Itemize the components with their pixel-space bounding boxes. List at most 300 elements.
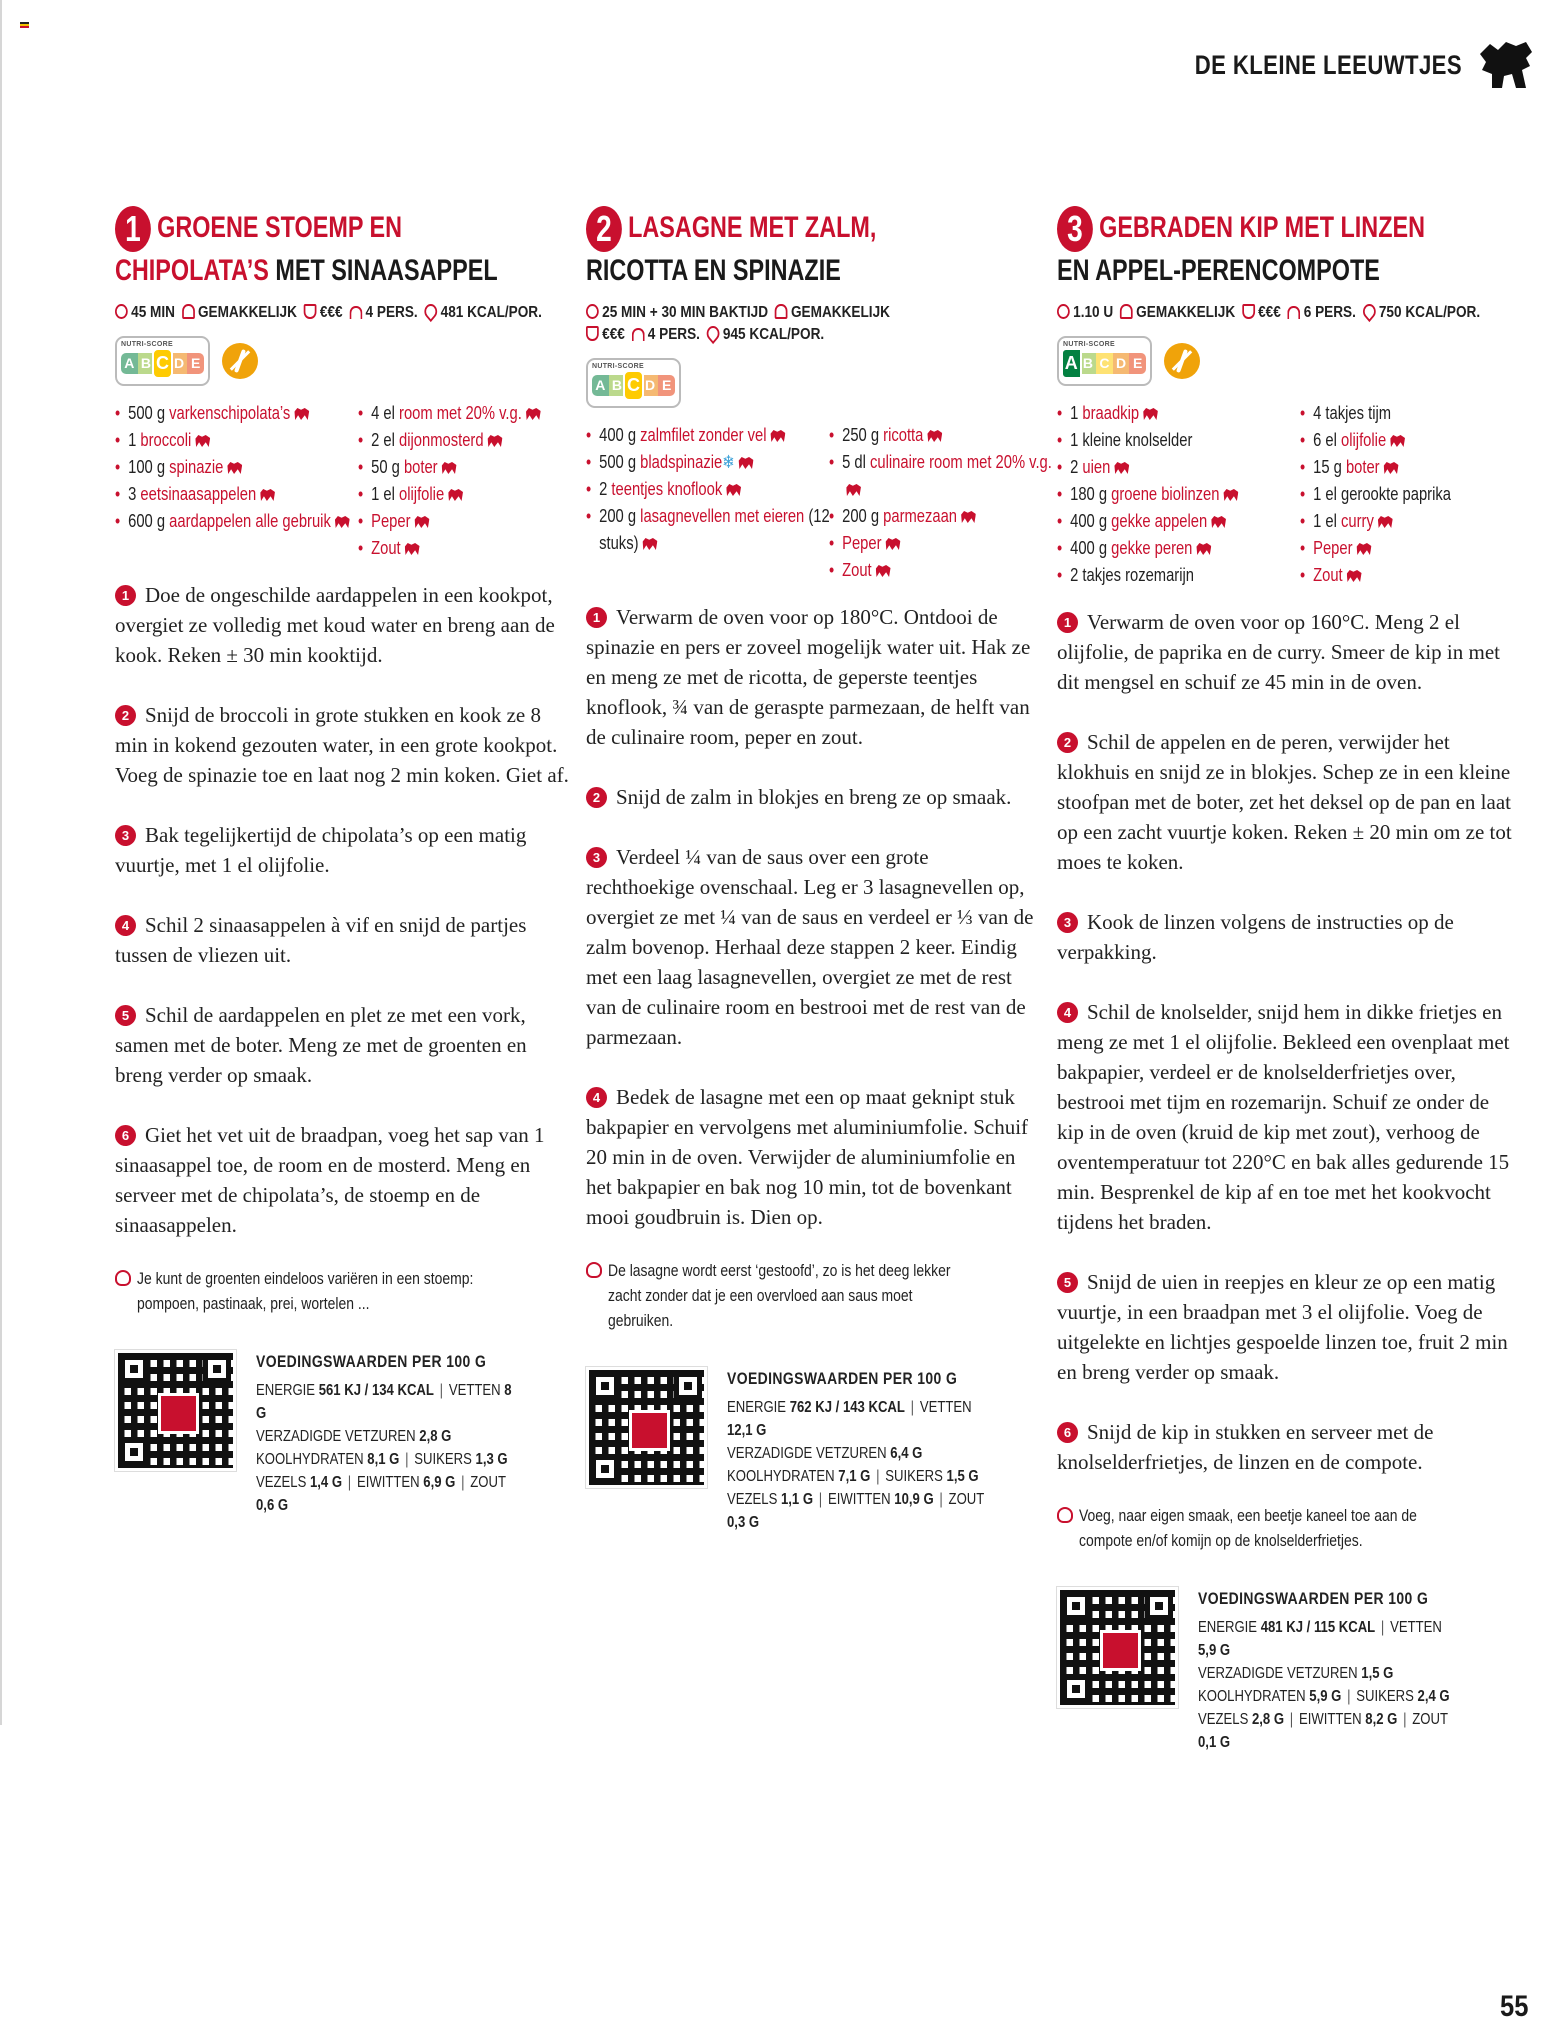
nutrition-energie: 762 KJ / 143 KCAL (789, 1399, 905, 1416)
ingredient-item: • 2 teentjes knoflook (586, 476, 843, 503)
lion-icon (726, 484, 741, 496)
tip-text: Voeg, naar eigen smaak, een beetje kaneel toe aan de compote en/of komijn op de knolselderfrietjes. (1079, 1506, 1417, 1550)
product-name: Peper (842, 533, 882, 553)
recipe-step: 4 Schil 2 sinaasappelen à vif en snijd de partjes tussen de vliezen uit. (115, 913, 527, 967)
qr-corner (203, 1355, 231, 1383)
lion-icon (739, 457, 754, 469)
lion-icon (227, 462, 242, 474)
nutri-score-badge (586, 358, 681, 408)
step-number-badge: 6 (1057, 1422, 1078, 1443)
ingredient-item (1300, 562, 1525, 589)
lion-icon (449, 489, 464, 501)
nutri-letter-d: D (642, 375, 659, 396)
ingredient-list-right (829, 422, 1053, 584)
qr-corner (1062, 1675, 1090, 1703)
lion-icon (1384, 462, 1399, 474)
ingredient-item: • 1 el curry (1300, 508, 1525, 535)
ingredient-list-right (1300, 400, 1512, 589)
meta-item: 6 PERS. (1303, 304, 1356, 321)
ingredient-item: • 1 el olijfolie (358, 481, 583, 508)
recipe-step: 1 Verwarm de oven voor op 160°C. Meng 2 el olijfolie, de paprika en de curry. Smeer de kip in met dit mengsel en schuif ze 45 min in de oven. (1057, 610, 1500, 694)
nutrition-suikers: 1,3 G (475, 1451, 508, 1468)
lion-icon (335, 516, 350, 528)
step-number-badge: 3 (115, 825, 136, 846)
step-number-badge: 2 (1057, 732, 1078, 753)
nutri-score-label: NUTRI-SCORE (121, 341, 173, 348)
nutrition-vezels: 1,1 G (780, 1491, 814, 1508)
ingredient-item (829, 557, 1054, 584)
lightbulb-icon (115, 1270, 131, 1286)
lion-icon (1211, 516, 1226, 528)
product-name: aardappelen alle gebruik (169, 511, 331, 531)
ingredient-item: • 200 g lasagnevellen met eieren (12 stuks) (586, 503, 843, 557)
step-number-badge: 4 (1057, 1002, 1078, 1023)
ingredient-item (1300, 535, 1525, 562)
ingredient-item: • 5 dl culinaire room met 20% v.g. (829, 449, 1054, 503)
ingredients (1057, 400, 1512, 589)
qr-corner (591, 1372, 619, 1400)
ingredient-item: • 600 g aardappelen alle gebruik (115, 508, 372, 535)
product-name: curry (1341, 511, 1375, 531)
nutrition-energie: 481 KJ / 115 KCAL (1260, 1619, 1376, 1636)
product-name: varkenschipolata’s (169, 403, 291, 423)
ingredient-item: • 2 el dijonmosterd (358, 427, 583, 454)
ingredient-item: • 250 g ricotta (829, 422, 1054, 449)
qr-logo (629, 1410, 670, 1451)
step-number-badge: 4 (586, 1087, 607, 1108)
ingredient-item (358, 508, 583, 535)
product-name: parmezaan (883, 506, 958, 526)
scores-row (586, 358, 1041, 408)
lion-icon (876, 565, 891, 577)
nutrition-verzadigde: 2,8 G (419, 1428, 452, 1445)
product-name: olijfolie (399, 484, 445, 504)
ingredient-list-right (358, 400, 570, 562)
nutri-letter-b: B (609, 375, 626, 396)
ingredient-item: • 180 g groene biolinzen (1057, 481, 1314, 508)
nutrition-vetten: 8 G (256, 1382, 512, 1422)
recipe-title-red-1: GROENE STOEMP EN (157, 211, 403, 244)
brand-header (1136, 40, 1534, 90)
ingredient-item: • 4 el room met 20% v.g. (358, 400, 583, 427)
tip-text: Je kunt de groenten eindeloos variëren in een stoemp: pompoen, pastinaak, prei, wortelen ... (137, 1269, 474, 1313)
recipe-step: 3 Bak tegelijkertijd de chipolata’s op een matig vuurtje, met 1 el olijfolie. (115, 823, 527, 877)
nutri-letter-a: A (592, 375, 609, 396)
product-name: Zout (842, 560, 873, 580)
nutrition-text (727, 1367, 984, 1534)
lion-icon (1378, 516, 1393, 528)
product-name: teentjes knoflook (611, 479, 723, 499)
nutrition-line: VERZADIGDE VETZUREN 2,8 G (256, 1428, 452, 1445)
ingredient-item: • 3 eetsinaasappelen (115, 481, 372, 508)
recipe-title-red: GEBRADEN KIP MET LINZEN (1099, 211, 1426, 244)
recipe-title-black: RICOTTA EN SPINAZIE (586, 254, 841, 287)
nutri-score-label: NUTRI-SCORE (592, 363, 644, 370)
steps (586, 602, 1041, 1232)
nutrition-line: KOOLHYDRATEN 8,1 G | SUIKERS 1,3 G (256, 1451, 508, 1468)
recipe-column-3 (1057, 206, 1512, 1754)
calories-flame-icon (1360, 301, 1378, 322)
step-number-badge: 3 (1057, 912, 1078, 933)
nutrition-koolhydraten: 5,9 G (1309, 1688, 1342, 1705)
meta-item: €€€ (602, 326, 625, 343)
nutrition-zout: 0,3 G (727, 1514, 760, 1531)
recipe-title (586, 206, 1046, 290)
nutrition-line: KOOLHYDRATEN 5,9 G | SUIKERS 2,4 G (1198, 1688, 1450, 1705)
product-name: groene biolinzen (1111, 484, 1220, 504)
product-name: zalmfilet zonder vel (640, 425, 767, 445)
nutrition-verzadigde: 1,5 G (1361, 1665, 1394, 1682)
nutri-letter-d: D (171, 353, 188, 374)
ingredients (586, 422, 1053, 584)
persons-icon (1288, 306, 1301, 319)
clock-icon (115, 304, 128, 319)
nutrition-zout: 0,1 G (1198, 1734, 1231, 1751)
product-name: lasagnevellen met eieren (640, 506, 805, 526)
product-name: spinazie (169, 457, 224, 477)
lion-icon (1114, 462, 1129, 474)
meta-item: 945 KCAL/POR. (722, 326, 825, 343)
qr-corner (1145, 1592, 1173, 1620)
nutrition-eiwitten: 8,2 G (1365, 1711, 1398, 1728)
product-name: dijonmosterd (399, 430, 484, 450)
ingredient-item: • 200 g parmezaan (829, 503, 1054, 530)
nutrition-line: VERZADIGDE VETZUREN 1,5 G (1198, 1665, 1394, 1682)
nutrition-title: VOEDINGSWAARDEN PER 100 G (727, 1369, 958, 1388)
meta-item: GEMAKKELIJK (790, 304, 890, 321)
product-name: olijfolie (1341, 430, 1387, 450)
recipe-step: 3 Kook de linzen volgens de instructies op de verpakking. (1057, 910, 1454, 964)
product-name: boter (1346, 457, 1380, 477)
lion-icon (643, 538, 658, 550)
ingredient-item: • 50 g boter (358, 454, 583, 481)
lion-icon (1391, 435, 1406, 447)
meta-item: 1.10 U (1073, 304, 1114, 321)
nutri-letter-c: C (1096, 353, 1113, 374)
separator: | (1347, 1688, 1351, 1705)
nutrition-suikers: 1,5 G (946, 1468, 979, 1485)
tip (586, 1258, 1041, 1333)
nutri-score-badge (1057, 336, 1152, 386)
nutrition-suikers: 2,4 G (1417, 1688, 1450, 1705)
product-name: eetsinaasappelen (140, 484, 257, 504)
scores-row (1057, 336, 1512, 386)
lion-icon (847, 484, 862, 496)
recipe-step: 4 Schil de knolselder, snijd hem in dikke frietjes en meng ze met 1 el olijfolie. Bekleed een ovenplaat met bakpapier, verdeel er de knolselderfrietjes over, bestrooi met tijm en rozemarijn. Schuif ze onder de kip in de oven (kruid de kip met zout), verhoog de oventemperatuur tot 220°C en bak alles gedurende 15 min. Besprenkel de kip af en toe met het kookvocht tijdens het braden. (1057, 1000, 1510, 1234)
lion-icon (1357, 543, 1372, 555)
recipe-step: 6 Giet het vet uit de braadpan, voeg het sap van 1 sinaasappel toe, de room en de mosterd. Meng en serveer met de chipolata’s, de stoemp en de sinaasappelen. (115, 1123, 545, 1237)
meta-item: €€€ (1258, 304, 1281, 321)
separator: | (1380, 1619, 1385, 1636)
qr-corner (674, 1372, 702, 1400)
ingredient-list-left (115, 400, 358, 562)
chef-hat-icon (1120, 304, 1133, 319)
recipe-step: 2 Snijd de broccoli in grote stukken en kook ze 8 min in kokend gezouten water, in een grote kookpot. Voeg de spinazie toe en laat nog 2 min koken. Giet af. (115, 703, 569, 787)
lion-icon (488, 435, 503, 447)
lion-icon (1224, 489, 1239, 501)
scores-row (115, 336, 570, 386)
recipe-title (1057, 206, 1517, 290)
ingredient-item: • 400 g gekke peren (1057, 535, 1314, 562)
nutrition-vezels: 1,4 G (309, 1474, 343, 1491)
recipe-step: 1 Verwarm de oven voor op 180°C. Ontdooi de spinazie en pers er zoveel mogelijk water uit. Hak ze en meng ze met de ricotta, de geperste teentjes knoflook, ¾ van de geraspte parmezaan, de helft van de culinaire room, peper en zout. (586, 605, 1031, 749)
nutrition-vezels: 2,8 G (1251, 1711, 1285, 1728)
nutrition-line: ENERGIE 561 KJ / 134 KCAL | VETTEN 8 G (256, 1382, 512, 1422)
meta-item: 45 MIN (131, 304, 175, 321)
qr-corner (120, 1355, 148, 1383)
meta-item: GEMAKKELIJK (1136, 304, 1236, 321)
step-number-badge: 2 (115, 705, 136, 726)
nutri-score-label: NUTRI-SCORE (1063, 341, 1115, 348)
meta-item: 481 KCAL/POR. (440, 304, 542, 321)
nutri-score-letters (592, 373, 675, 398)
separator: | (405, 1451, 409, 1468)
gluten-free-icon (222, 343, 258, 379)
nutri-letter-d: D (1113, 353, 1130, 374)
lion-icon (886, 538, 901, 550)
nutrition-line: VEZELS 1,4 G | EIWITTEN 6,9 G | ZOUT 0,6 G (256, 1474, 506, 1514)
nutrition-eiwitten: 10,9 G (894, 1491, 934, 1508)
lion-icon (526, 408, 541, 420)
nutri-letter-c: C (152, 348, 173, 379)
product-name: gekke peren (1111, 538, 1193, 558)
product-name: bladspinazie (640, 452, 723, 472)
nutri-score-letters (121, 351, 204, 376)
ingredient-item: • 100 g spinazie (115, 454, 372, 481)
ingredient-item: • 2 takjes rozemarijn (1057, 562, 1314, 589)
steps (115, 580, 570, 1240)
recipe-meta (1057, 302, 1512, 324)
lion-logo-icon (1476, 40, 1534, 90)
step-number-badge: 5 (1057, 1272, 1078, 1293)
product-name: culinaire room met 20% v.g. (870, 452, 1053, 472)
separator: | (1289, 1711, 1294, 1728)
steps (1057, 607, 1512, 1477)
qr-corner (591, 1455, 619, 1483)
separator: | (1403, 1711, 1407, 1728)
lion-icon (415, 516, 430, 528)
recipe-step: 1 Doe de ongeschilde aardappelen in een kookpot, overgiet ze volledig met koud water en breng aan de kook. Reken ± 30 min kooktijd. (115, 583, 555, 667)
tip (115, 1266, 570, 1316)
nutrition-zout: 0,6 G (256, 1497, 289, 1514)
calories-flame-icon (422, 301, 440, 322)
page-edge-line (0, 0, 2, 1725)
product-name: boter (404, 457, 438, 477)
lion-icon (771, 430, 786, 442)
recipe-step: 2 Snijd de zalm in blokjes en breng ze op smaak. (586, 782, 1041, 812)
product-name: Zout (1313, 565, 1344, 585)
nutri-score-letters (1063, 351, 1146, 376)
ingredient-item: • 1 kleine knolselder (1057, 427, 1314, 454)
ingredients (115, 400, 570, 562)
flag-icon (20, 22, 29, 28)
recipe-title-black: EN APPEL-PERENCOMPOTE (1057, 254, 1380, 287)
recipe-number-badge: 2 (586, 206, 622, 252)
ingredient-list-left (586, 422, 829, 584)
qr-corner (1062, 1592, 1090, 1620)
ingredient-item: • 1 broccoli (115, 427, 372, 454)
lion-icon (928, 430, 943, 442)
recipe-step: 2 Schil de appelen en de peren, verwijder het klokhuis en snijd ze in blokjes. Schep ze in een kleine stoofpan met de boter, zet het deksel op de pan en laat op een zacht vuurtje koken. Reken ± 20 min om ze tot moes te koken. (1057, 730, 1512, 874)
price-pot-icon (304, 304, 317, 319)
persons-icon (632, 328, 645, 341)
chef-hat-icon (182, 304, 195, 319)
gluten-free-icon (1164, 343, 1200, 379)
separator: | (347, 1474, 352, 1491)
nutrition-title: VOEDINGSWAARDEN PER 100 G (256, 1352, 487, 1371)
qr-logo (158, 1393, 199, 1434)
lightbulb-icon (1057, 1507, 1073, 1523)
qr-code (1057, 1587, 1178, 1708)
product-name: Peper (1313, 538, 1353, 558)
meta-item: €€€ (319, 304, 343, 321)
lion-icon (195, 435, 210, 447)
product-name: uien (1082, 457, 1111, 477)
nutri-letter-a: A (121, 353, 138, 374)
ingredient-item: • 4 takjes tijm (1300, 400, 1525, 427)
nutrition-block (586, 1367, 1041, 1534)
lion-icon (1197, 543, 1212, 555)
recipe-step: 5 Snijd de uien in reepjes en kleur ze op een matig vuurtje, in een braadpan met 3 el olijfolie. Voeg de uitgelekte en lichtjes gespoelde linzen toe, fruit 2 min en breng verder op smaak. (1057, 1270, 1508, 1384)
separator: | (461, 1474, 465, 1491)
step-number-badge: 1 (1057, 612, 1078, 633)
step-number-badge: 6 (115, 1125, 136, 1146)
qr-logo (1100, 1630, 1141, 1671)
lion-icon (260, 489, 275, 501)
recipe-step: 3 Verdeel ¼ van de saus over een grote rechthoekige ovenschaal. Leg er 3 lasagnevellen op, overgiet ze met ¼ van de saus en verdeel er ⅓ van de zalm bovenop. Herhaal deze stappen 2 keer. Eindig met een laag lasagnevellen, overgiet ze met de rest van de culinaire room en bestrooi met de rest van de parmezaan. (586, 845, 1034, 1049)
nutrition-block (1057, 1587, 1512, 1754)
lion-icon (961, 511, 976, 523)
ingredient-item: • 6 el olijfolie (1300, 427, 1525, 454)
step-number-badge: 2 (586, 787, 607, 808)
recipe-title (115, 206, 575, 290)
nutrition-line: VEZELS 1,1 G | EIWITTEN 10,9 G | ZOUT 0,3 G (727, 1491, 985, 1531)
nutrition-line: ENERGIE 762 KJ / 143 KCAL | VETTEN 12,1 G (727, 1399, 972, 1439)
recipe-column-2 (586, 206, 1053, 1534)
tip (1057, 1503, 1512, 1553)
ingredient-item: • 500 g bladspinazie❄ (586, 449, 843, 476)
nutrition-vetten: 12,1 G (727, 1422, 767, 1439)
ingredient-item: • 500 g varkenschipolata’s (115, 400, 372, 427)
nutri-letter-c: C (623, 370, 644, 401)
nutrition-verzadigde: 6,4 G (890, 1445, 923, 1462)
nutrition-text (1198, 1587, 1455, 1754)
calories-flame-icon (704, 323, 722, 344)
lion-icon (405, 543, 420, 555)
nutrition-eiwitten: 6,9 G (423, 1474, 456, 1491)
recipe-meta (586, 302, 1041, 346)
step-number-badge: 3 (586, 847, 607, 868)
recipe-step: 5 Schil de aardappelen en plet ze met een vork, samen met de boter. Meng ze met de groenten en breng verder op smaak. (115, 1003, 527, 1087)
ingredient-item: • 1 braadkip (1057, 400, 1314, 427)
recipe-meta (115, 302, 570, 324)
separator: | (818, 1491, 823, 1508)
lightbulb-icon (586, 1262, 602, 1278)
ingredient-item: • 2 uien (1057, 454, 1314, 481)
frozen-icon: ❄ (722, 452, 735, 472)
product-name: ricotta (883, 425, 924, 445)
meta-item: 4 PERS. (365, 304, 418, 321)
nutrition-vetten: 5,9 G (1198, 1642, 1231, 1659)
nutri-letter-e: E (1129, 353, 1146, 374)
nutri-letter-b: B (1080, 353, 1097, 374)
meta-item: 4 PERS. (647, 326, 700, 343)
separator: | (439, 1382, 444, 1399)
step-number-badge: 1 (115, 585, 136, 606)
tip-text: De lasagne wordt eerst ‘gestoofd’, zo is het deeg lekker zacht zonder dat je een overvloed aan saus moet gebruiken. (608, 1261, 951, 1330)
qr-code (115, 1350, 236, 1471)
nutrition-koolhydraten: 8,1 G (367, 1451, 400, 1468)
nutri-letter-e: E (187, 353, 204, 374)
chef-hat-icon (775, 304, 788, 319)
nutrition-line: VERZADIGDE VETZUREN 6,4 G (727, 1445, 923, 1462)
step-number-badge: 1 (586, 607, 607, 628)
nutri-letter-a: A (1061, 348, 1082, 379)
lion-icon (1347, 570, 1362, 582)
nutrition-energie: 561 KJ / 134 KCAL (318, 1382, 434, 1399)
brand-name: DE KLEINE LEEUWTJES (1194, 49, 1462, 80)
recipe-title-red: LASAGNE MET ZALM, (628, 211, 877, 244)
clock-icon (586, 304, 599, 319)
qr-code (586, 1367, 707, 1488)
nutri-letter-b: B (138, 353, 155, 374)
step-number-badge: 4 (115, 915, 136, 936)
price-pot-icon (586, 326, 599, 341)
persons-icon (349, 306, 362, 319)
price-pot-icon (1242, 304, 1255, 319)
ingredient-list-left (1057, 400, 1300, 589)
nutrition-text (256, 1350, 513, 1517)
product-name: room met 20% v.g. (399, 403, 523, 423)
product-name: braadkip (1082, 403, 1140, 423)
qr-corner (120, 1438, 148, 1466)
ingredient-item (358, 535, 583, 562)
recipe-number-badge: 1 (115, 206, 151, 252)
nutrition-line: VEZELS 2,8 G | EIWITTEN 8,2 G | ZOUT 0,1 G (1198, 1711, 1448, 1751)
product-name: Zout (371, 538, 402, 558)
separator: | (876, 1468, 880, 1485)
nutrition-line: KOOLHYDRATEN 7,1 G | SUIKERS 1,5 G (727, 1468, 979, 1485)
nutri-letter-e: E (658, 375, 675, 396)
nutrition-line: ENERGIE 481 KJ / 115 KCAL | VETTEN 5,9 G (1198, 1619, 1442, 1659)
page-number: 55 (1499, 1990, 1528, 2023)
recipe-title-black: MET SINAASAPPEL (275, 254, 498, 287)
separator: | (910, 1399, 915, 1416)
clock-icon (1057, 304, 1070, 319)
meta-item: GEMAKKELIJK (197, 304, 297, 321)
ingredient-item (829, 530, 1054, 557)
recipe-step: 6 Snijd de kip in stukken en serveer met de knolselderfrietjes, de linzen en de compote. (1057, 1420, 1434, 1474)
lion-icon (442, 462, 457, 474)
nutrition-koolhydraten: 7,1 G (838, 1468, 871, 1485)
separator: | (939, 1491, 943, 1508)
product-name: gekke appelen (1111, 511, 1208, 531)
meta-item: 25 MIN + 30 MIN BAKTIJD (602, 304, 769, 321)
nutrition-title: VOEDINGSWAARDEN PER 100 G (1198, 1589, 1429, 1608)
ingredient-item: • 15 g boter (1300, 454, 1525, 481)
product-name: broccoli (140, 430, 192, 450)
lion-icon (294, 408, 309, 420)
recipe-column-1 (115, 206, 570, 1517)
recipe-step: 4 Bedek de lasagne met een op maat geknipt stuk bakpapier en vervolgens met aluminiumfolie. Schuif 20 min in de oven. Verwijder de aluminiumfolie en het bakpapier en bak nog 10 min, tot de bovenkant mooi goudbruin is. Dien op. (586, 1085, 1029, 1229)
lion-icon (1143, 408, 1158, 420)
ingredient-item: • 400 g gekke appelen (1057, 508, 1314, 535)
recipe-title-red-2: CHIPOLATA’S (115, 254, 269, 287)
step-number-badge: 5 (115, 1005, 136, 1026)
product-name: Peper (371, 511, 411, 531)
nutri-score-badge (115, 336, 210, 386)
ingredient-item: • 1 el gerookte paprika (1300, 481, 1525, 508)
